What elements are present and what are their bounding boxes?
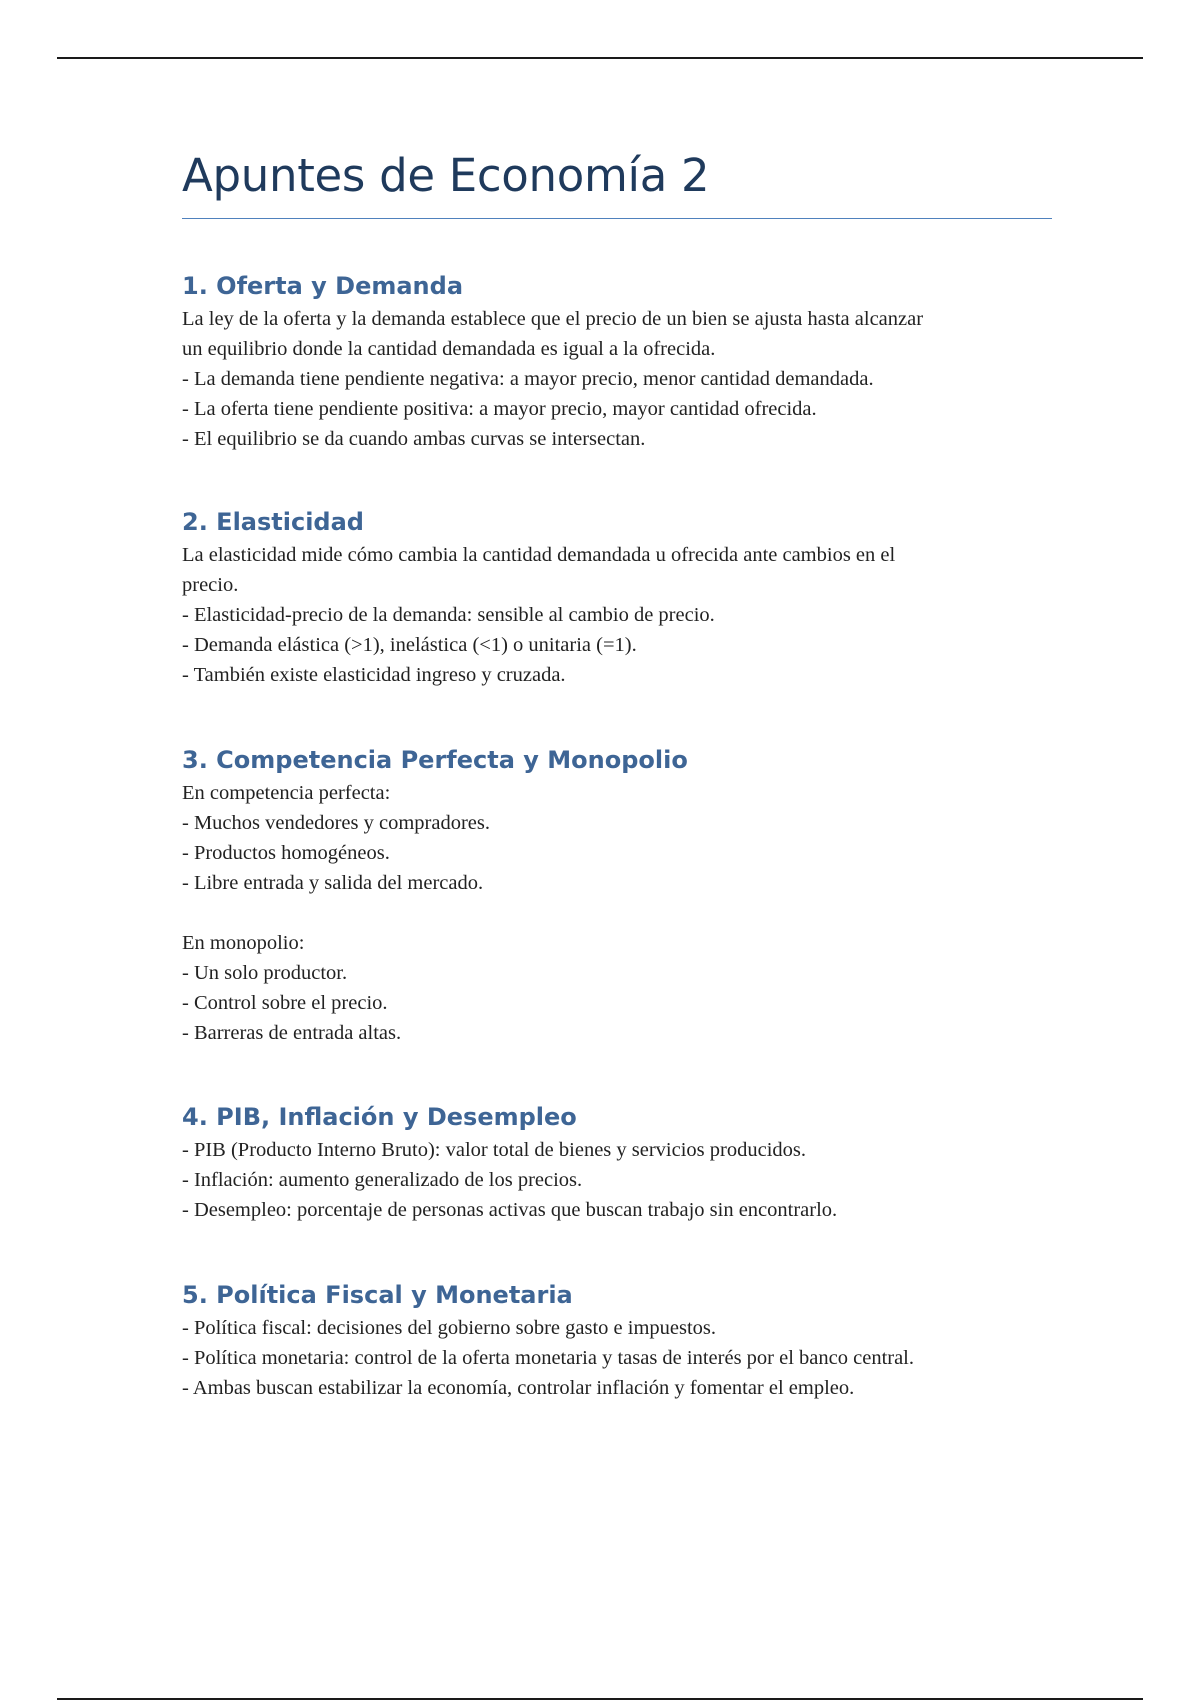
paragraph-line: precio. [182,574,239,596]
title-underline [182,218,1052,219]
bullet-line: - Muchos vendedores y compradores. [182,812,490,834]
section-competencia-monopolio [182,742,1052,1048]
bullet-line: - Demanda elástica (>1), inelástica (<1) o unitaria (=1). [182,634,637,656]
bullet-line: - PIB (Producto Interno Bruto): valor total de bienes y servicios producidos. [182,1139,806,1161]
bullet-line: - La demanda tiene pendiente negativa: a mayor precio, menor cantidad demandada. [182,368,874,390]
bullet-line: - Inflación: aumento generalizado de los precios. [182,1169,583,1191]
paragraph-line: En monopolio: [182,932,305,954]
section-heading: 1. Oferta y Demanda [182,272,464,300]
section-politica-fiscal-monetaria [182,1277,1052,1403]
document-title: Apuntes de Economía 2 [182,149,710,202]
section-oferta-demanda [182,268,1052,454]
paragraph-gap [182,898,1052,928]
bullet-line: - Control sobre el precio. [182,992,388,1014]
bullet-line: - El equilibrio se da cuando ambas curvas se intersectan. [182,428,646,450]
bullet-line: - Ambas buscan estabilizar la economía, controlar inflación y fomentar el empleo. [182,1377,855,1399]
page-top-rule [57,57,1143,59]
paragraph-line: La elasticidad mide cómo cambia la cantidad demandada u ofrecida ante cambios en el [182,544,896,566]
bullet-line: - La oferta tiene pendiente positiva: a mayor precio, mayor cantidad ofrecida. [182,398,817,420]
bullet-line: - Elasticidad-precio de la demanda: sensible al cambio de precio. [182,604,715,626]
section-heading: 4. PIB, Inflación y Desempleo [182,1103,577,1131]
bullet-line: - Un solo productor. [182,962,348,984]
bullet-line: - Productos homogéneos. [182,842,390,864]
bullet-line: - Política monetaria: control de la oferta monetaria y tasas de interés por el banco central. [182,1347,915,1369]
bullet-line: - También existe elasticidad ingreso y cruzada. [182,664,566,686]
section-heading: 2. Elasticidad [182,508,364,536]
section-heading: 3. Competencia Perfecta y Monopolio [182,746,688,774]
paragraph-line: La ley de la oferta y la demanda establece que el precio de un bien se ajusta hasta alcanzar [182,308,924,330]
bullet-line: - Libre entrada y salida del mercado. [182,872,484,894]
bullet-line: - Desempleo: porcentaje de personas activas que buscan trabajo sin encontrarlo. [182,1199,838,1221]
section-pib-inflacion-desempleo [182,1099,1052,1225]
section-elasticidad [182,504,1052,690]
bullet-line: - Política fiscal: decisiones del gobierno sobre gasto e impuestos. [182,1317,717,1339]
bullet-line: - Barreras de entrada altas. [182,1022,402,1044]
paragraph-line: un equilibrio donde la cantidad demandada es igual a la ofrecida. [182,338,716,360]
paragraph-line: En competencia perfecta: [182,782,391,804]
section-heading: 5. Política Fiscal y Monetaria [182,1281,573,1309]
